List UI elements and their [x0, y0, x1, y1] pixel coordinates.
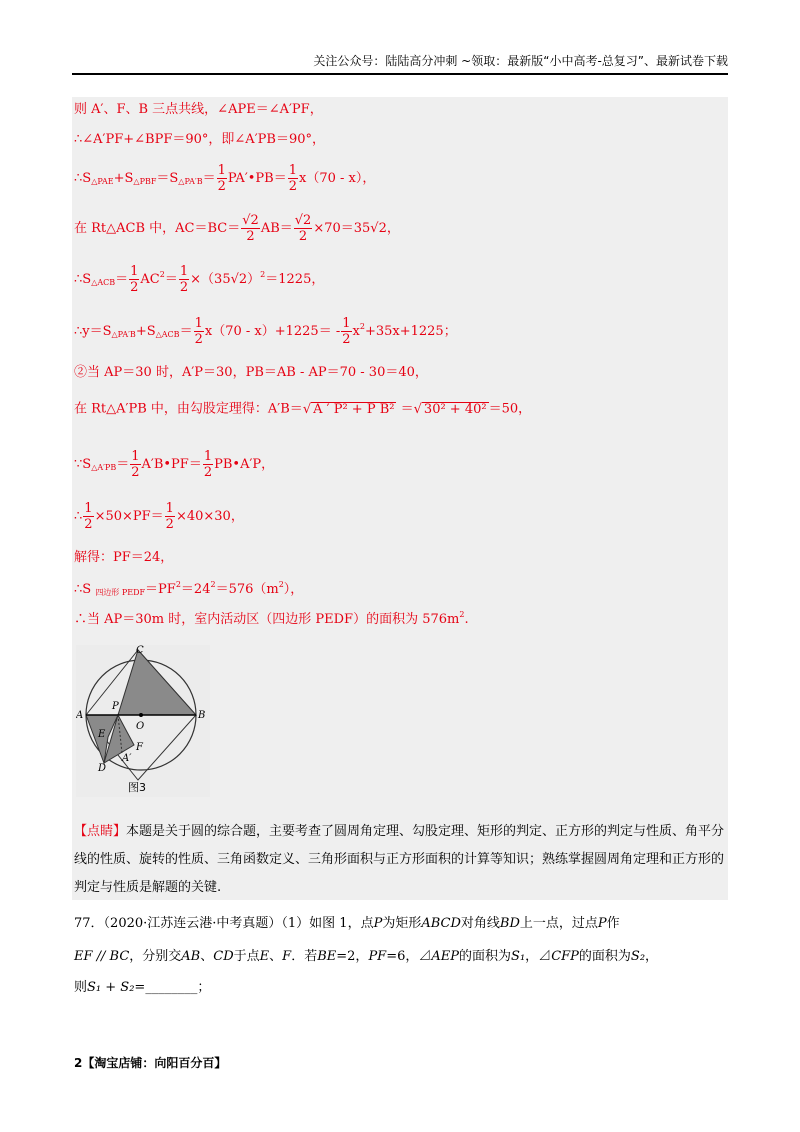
question-line-2: EF // BC，分别交AB、CD于点E、F．若BE=2，PF=6，⊿AEP的面积为S₁，⊿CFP的面积为S₂，: [74, 949, 659, 964]
solution-line-1: 则 A′、F、B 三点共线，∠APE＝∠A′PF，: [74, 102, 323, 117]
question-line-3: 则S₁ + S₂=________；: [74, 980, 211, 995]
solution-line-2: ∴∠A′PF+∠BPF＝90°，即∠A′PB＝90°，: [74, 132, 325, 147]
solution-line-5: $\therefore S_{\triangle ACB}=$ $\frac{1}{2}$ $AC^2=$ $\frac{1}{2}$ $\times(35√2)^2=1225$，: [74, 264, 325, 295]
note-tag: 【点睛】: [74, 824, 127, 839]
center-point: [139, 713, 143, 717]
label-b: B: [198, 710, 206, 721]
solution-line-11: 解得：PF＝24，: [74, 550, 174, 565]
label-p: P: [112, 701, 119, 712]
solution-line-3: $\therefore S_{\triangle PAE}+S_{\triangle PBF}=S_{\triangle PA'B}=$ $\frac{1}{2}$ PA′•PB＝ $\frac{1}{2}$ x（70 - x），: [74, 163, 376, 194]
label-a-prime: A′: [122, 753, 132, 764]
solution-line-8: 在 Rt△A′PB 中，由勾股定理得：A′B＝√ A ′ P² + P B² ＝√ 30² + 40² ＝50，: [74, 401, 532, 417]
page-footer: 2【淘宝店铺：向阳百分百】: [74, 1056, 227, 1070]
solution-line-4: 在 Rt△ACB 中，AC＝BC＝ $\frac{√2}{2}$ AB＝ $\frac{√2}{2}$ ×70＝35√2，: [74, 213, 400, 244]
label-e: E: [98, 729, 106, 740]
note-text: 本题是关于圆的综合题，主要考查了圆周角定理、勾股定理、矩形的判定、正方形的判定与性质、角平分线的性质、旋转的性质、三角函数定义、三角形面积与正方形面积的计算等知识；熟练掌握圆周角定理和正方形的判定与性质是解题的关键.: [74, 824, 725, 895]
header-rule: [72, 73, 728, 75]
solution-line-10: ∴ $\frac{1}{2}$ ×50×PF＝ $\frac{1}{2}$ ×40×30，: [74, 501, 244, 532]
label-f: F: [136, 742, 143, 753]
solution-line-12: ∴S $_{四边形 PEDF}=PF^2=24^2=576(m^2)$，: [74, 580, 304, 597]
key-point-note: [74, 818, 734, 902]
label-c: C: [136, 645, 144, 656]
label-o: O: [136, 721, 145, 732]
solution-line-6: $\therefore y=S_{\triangle PA'B}+S_{\triangle ACB}=$ $\frac{1}{2}$ x（70 - x）+1225＝ - $\frac{1}{2}$ $x^2+35x+1225$；: [74, 316, 457, 347]
question-line-1: 77．（2020·江苏连云港·中考真题）（1）如图 1，点P为矩形ABCD对角线BD上一点，过点P作: [74, 916, 620, 931]
label-a: A: [76, 710, 84, 721]
solution-line-7: ②当 AP＝30 时，A′P＝30，PB＝AB - AP＝70 - 30＝40，: [74, 365, 428, 380]
page-header: 关注公众号：陆陆高分冲刺 ~领取：最新版“小中高考-总复习”、最新试卷下载: [313, 54, 728, 68]
figure-caption: 图3: [128, 781, 146, 794]
label-d: D: [98, 763, 107, 774]
solution-line-13: ∴当 AP＝30m 时，室内活动区（四边形 PEDF）的面积为 $576m^2$.: [74, 610, 469, 627]
solution-line-9: $\because S_{\triangle A'PB}=$ $\frac{1}{2}$ A′B•PF＝ $\frac{1}{2}$ PB•A′P，: [74, 449, 275, 480]
geometry-figure: [76, 645, 210, 797]
